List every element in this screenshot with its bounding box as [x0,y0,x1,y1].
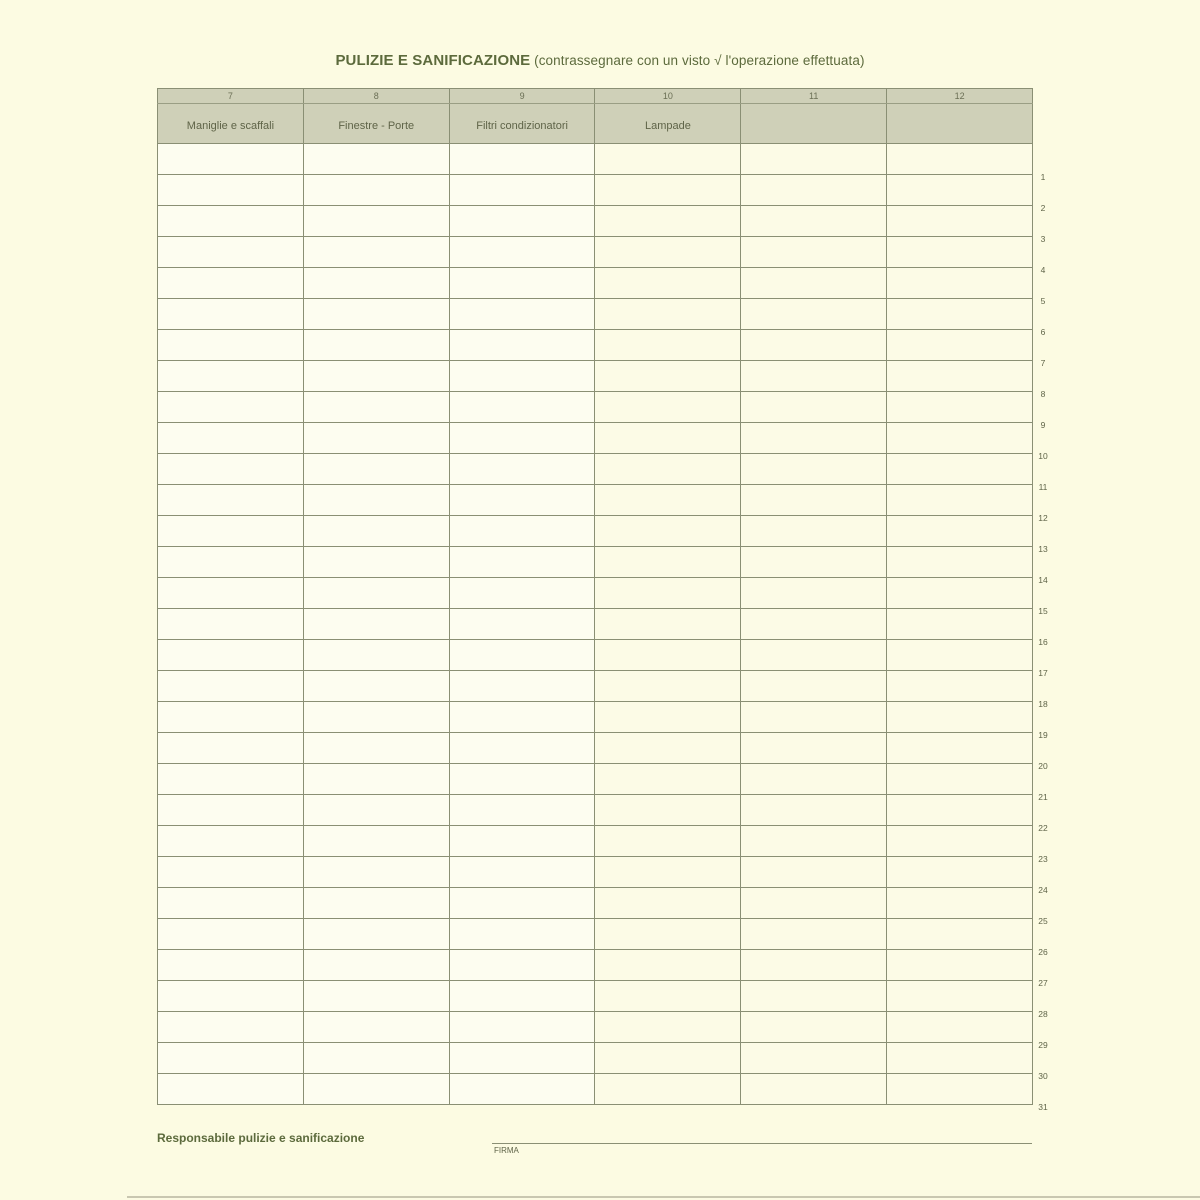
check-cell[interactable] [741,888,887,919]
check-cell[interactable] [158,733,304,764]
check-cell[interactable] [741,547,887,578]
check-cell[interactable] [595,392,741,423]
table-row [158,454,1033,485]
check-cell[interactable] [303,671,449,702]
column-number: 7 [158,89,304,104]
check-cell[interactable] [303,919,449,950]
check-cell[interactable] [158,299,304,330]
check-cell[interactable] [449,1074,595,1105]
check-cell[interactable] [887,206,1033,237]
table-row [158,671,1033,702]
check-cell[interactable] [158,919,304,950]
check-cell[interactable] [887,671,1033,702]
day-number: 22 [1038,823,1048,833]
column-number: 9 [449,89,595,104]
check-cell[interactable] [595,330,741,361]
check-cell[interactable] [158,764,304,795]
day-number: 1 [1040,172,1046,182]
check-cell[interactable] [303,516,449,547]
check-cell[interactable] [887,175,1033,206]
day-number: 18 [1038,699,1048,709]
check-cell[interactable] [887,237,1033,268]
table-row [158,640,1033,671]
day-number: 7 [1040,358,1046,368]
check-cell[interactable] [449,702,595,733]
check-cell[interactable] [741,1074,887,1105]
check-cell[interactable] [158,268,304,299]
check-cell[interactable] [158,640,304,671]
check-cell[interactable] [887,609,1033,640]
check-cell[interactable] [449,423,595,454]
check-cell[interactable] [741,423,887,454]
table-row [158,578,1033,609]
check-cell[interactable] [449,764,595,795]
table-row [158,206,1033,237]
column-header [887,104,1033,144]
check-cell[interactable] [303,330,449,361]
check-cell[interactable] [449,640,595,671]
check-cell[interactable] [303,950,449,981]
check-cell[interactable] [303,702,449,733]
check-cell[interactable] [595,268,741,299]
check-cell[interactable] [449,888,595,919]
table-row [158,1043,1033,1074]
check-cell[interactable] [158,1012,304,1043]
check-cell[interactable] [158,671,304,702]
table-row [158,547,1033,578]
check-cell[interactable] [449,826,595,857]
check-cell[interactable] [595,578,741,609]
check-cell[interactable] [887,764,1033,795]
check-cell[interactable] [303,609,449,640]
day-number: 20 [1038,761,1048,771]
check-cell[interactable] [449,268,595,299]
check-cell[interactable] [158,857,304,888]
check-cell[interactable] [158,1043,304,1074]
check-cell[interactable] [449,144,595,175]
table-row [158,392,1033,423]
day-number: 11 [1038,482,1048,492]
day-number: 31 [1038,1102,1048,1112]
check-cell[interactable] [158,702,304,733]
day-number: 24 [1038,885,1048,895]
check-cell[interactable] [887,702,1033,733]
day-number: 25 [1038,916,1048,926]
check-cell[interactable] [303,578,449,609]
check-cell[interactable] [595,423,741,454]
check-cell[interactable] [449,175,595,206]
day-number: 12 [1038,513,1048,523]
table-row [158,919,1033,950]
day-number: 8 [1040,389,1046,399]
check-cell[interactable] [449,1012,595,1043]
check-cell[interactable] [158,330,304,361]
check-cell[interactable] [158,888,304,919]
column-number-row [158,89,1033,104]
check-cell[interactable] [595,175,741,206]
check-cell[interactable] [741,764,887,795]
check-cell[interactable] [449,1043,595,1074]
check-cell[interactable] [449,237,595,268]
check-cell[interactable] [595,609,741,640]
check-cell[interactable] [741,1012,887,1043]
check-cell[interactable] [449,516,595,547]
table-row [158,1012,1033,1043]
day-number: 4 [1040,265,1046,275]
check-cell[interactable] [595,206,741,237]
check-cell[interactable] [595,671,741,702]
check-cell[interactable] [741,1043,887,1074]
check-cell[interactable] [595,857,741,888]
check-cell[interactable] [449,392,595,423]
check-cell[interactable] [595,1012,741,1043]
check-cell[interactable] [303,826,449,857]
check-cell[interactable] [303,981,449,1012]
check-cell[interactable] [887,919,1033,950]
check-cell[interactable] [158,981,304,1012]
form-title-main: PULIZIE E SANIFICAZIONE [335,52,531,69]
check-cell[interactable] [741,950,887,981]
table-row [158,268,1033,299]
column-number: 11 [741,89,887,104]
table-row [158,795,1033,826]
day-number: 2 [1040,203,1046,213]
check-cell[interactable] [303,268,449,299]
table-row [158,516,1033,547]
check-cell[interactable] [741,578,887,609]
column-number: 8 [303,89,449,104]
table-row [158,950,1033,981]
check-cell[interactable] [449,578,595,609]
check-cell[interactable] [887,299,1033,330]
check-cell[interactable] [741,485,887,516]
page-edge [127,1196,1200,1198]
check-cell[interactable] [303,795,449,826]
check-cell[interactable] [741,640,887,671]
check-cell[interactable] [303,733,449,764]
check-cell[interactable] [741,516,887,547]
check-cell[interactable] [449,454,595,485]
check-cell[interactable] [595,950,741,981]
signature-line[interactable] [492,1143,1032,1144]
table-row [158,702,1033,733]
check-cell[interactable] [595,454,741,485]
check-cell[interactable] [741,299,887,330]
check-cell[interactable] [887,268,1033,299]
day-number: 10 [1038,451,1048,461]
check-cell[interactable] [595,144,741,175]
check-cell[interactable] [303,1043,449,1074]
table-row [158,330,1033,361]
check-cell[interactable] [158,237,304,268]
check-cell[interactable] [303,857,449,888]
signature-label: FIRMA [494,1146,519,1155]
column-number: 12 [887,89,1033,104]
table-row [158,485,1033,516]
check-cell[interactable] [887,795,1033,826]
check-cell[interactable] [158,206,304,237]
check-cell[interactable] [595,547,741,578]
check-cell[interactable] [595,702,741,733]
check-cell[interactable] [595,981,741,1012]
table-row [158,981,1033,1012]
day-number: 21 [1038,792,1048,802]
day-number: 19 [1038,730,1048,740]
column-header: Filtri condizionatori [449,104,595,144]
check-cell[interactable] [158,578,304,609]
day-number: 6 [1040,327,1046,337]
check-cell[interactable] [741,981,887,1012]
check-cell[interactable] [158,826,304,857]
check-cell[interactable] [303,206,449,237]
form-title-sub: (contrassegnare con un visto √ l'operazione effettuata) [534,53,865,68]
check-cell[interactable] [595,299,741,330]
check-cell[interactable] [303,485,449,516]
check-cell[interactable] [741,175,887,206]
check-cell[interactable] [887,392,1033,423]
check-cell[interactable] [303,144,449,175]
day-number: 16 [1038,637,1048,647]
check-cell[interactable] [887,144,1033,175]
check-cell[interactable] [303,299,449,330]
table-row [158,423,1033,454]
check-cell[interactable] [887,1012,1033,1043]
day-number: 30 [1038,1071,1048,1081]
check-cell[interactable] [595,516,741,547]
check-cell[interactable] [887,733,1033,764]
check-cell[interactable] [158,392,304,423]
check-cell[interactable] [449,733,595,764]
check-cell[interactable] [303,547,449,578]
check-cell[interactable] [158,423,304,454]
check-cell[interactable] [741,206,887,237]
check-cell[interactable] [741,144,887,175]
day-number: 26 [1038,947,1048,957]
check-cell[interactable] [887,485,1033,516]
check-cell[interactable] [303,237,449,268]
check-cell[interactable] [595,1074,741,1105]
check-cell[interactable] [158,516,304,547]
check-cell[interactable] [303,764,449,795]
check-cell[interactable] [158,795,304,826]
table-row [158,609,1033,640]
table-row [158,826,1033,857]
day-number: 3 [1040,234,1046,244]
check-cell[interactable] [449,206,595,237]
check-cell[interactable] [158,361,304,392]
check-cell[interactable] [595,1043,741,1074]
check-cell[interactable] [158,454,304,485]
column-header: Maniglie e scaffali [158,104,304,144]
day-number: 15 [1038,606,1048,616]
check-cell[interactable] [158,950,304,981]
check-cell[interactable] [887,547,1033,578]
day-number: 23 [1038,854,1048,864]
check-cell[interactable] [158,144,304,175]
check-cell[interactable] [887,454,1033,485]
check-cell[interactable] [595,237,741,268]
table-row [158,857,1033,888]
check-cell[interactable] [887,516,1033,547]
check-cell[interactable] [449,299,595,330]
table-row [158,733,1033,764]
check-cell[interactable] [449,950,595,981]
check-cell[interactable] [741,392,887,423]
column-number: 10 [595,89,741,104]
check-cell[interactable] [158,1074,304,1105]
check-cell[interactable] [887,950,1033,981]
table-row [158,144,1033,175]
check-cell[interactable] [887,1043,1033,1074]
check-cell[interactable] [595,826,741,857]
check-cell[interactable] [595,919,741,950]
check-cell[interactable] [741,671,887,702]
check-cell[interactable] [741,857,887,888]
check-cell[interactable] [741,330,887,361]
check-cell[interactable] [887,640,1033,671]
check-cell[interactable] [595,733,741,764]
check-cell[interactable] [887,981,1033,1012]
check-cell[interactable] [595,888,741,919]
check-cell[interactable] [449,795,595,826]
check-cell[interactable] [741,795,887,826]
day-number: 27 [1038,978,1048,988]
check-cell[interactable] [741,826,887,857]
check-cell[interactable] [595,361,741,392]
table-row [158,175,1033,206]
day-number: 28 [1038,1009,1048,1019]
table-row [158,237,1033,268]
table-row [158,361,1033,392]
day-number: 17 [1038,668,1048,678]
check-cell[interactable] [887,423,1033,454]
check-cell[interactable] [158,609,304,640]
check-cell[interactable] [449,330,595,361]
check-cell[interactable] [449,609,595,640]
check-cell[interactable] [449,485,595,516]
table-row [158,1074,1033,1105]
table-row [158,764,1033,795]
check-cell[interactable] [741,919,887,950]
check-cell[interactable] [303,640,449,671]
check-cell[interactable] [887,330,1033,361]
check-cell[interactable] [887,826,1033,857]
day-number: 5 [1040,296,1046,306]
check-cell[interactable] [449,919,595,950]
column-header-row [158,104,1033,144]
day-number: 13 [1038,544,1048,554]
column-header [741,104,887,144]
check-cell[interactable] [449,671,595,702]
responsible-label: Responsabile pulizie e sanificazione [157,1131,365,1145]
day-number: 14 [1038,575,1048,585]
check-cell[interactable] [303,454,449,485]
check-cell[interactable] [449,547,595,578]
table-row [158,299,1033,330]
check-cell[interactable] [595,640,741,671]
check-cell[interactable] [887,578,1033,609]
column-header: Lampade [595,104,741,144]
check-cell[interactable] [595,795,741,826]
check-cell[interactable] [741,733,887,764]
form-title [0,52,1200,69]
check-cell[interactable] [741,454,887,485]
check-cell[interactable] [741,609,887,640]
check-cell[interactable] [887,888,1033,919]
check-cell[interactable] [303,361,449,392]
check-cell[interactable] [741,702,887,733]
check-cell[interactable] [303,888,449,919]
check-cell[interactable] [449,361,595,392]
check-cell[interactable] [741,361,887,392]
check-cell[interactable] [449,981,595,1012]
check-cell[interactable] [303,175,449,206]
check-cell[interactable] [303,1074,449,1105]
check-cell[interactable] [887,857,1033,888]
day-number: 9 [1040,420,1046,430]
column-header: Finestre - Porte [303,104,449,144]
check-cell[interactable] [303,392,449,423]
cleaning-log-table [157,88,1033,1105]
check-cell[interactable] [158,485,304,516]
check-cell[interactable] [303,1012,449,1043]
table-row [158,888,1033,919]
check-cell[interactable] [741,237,887,268]
check-cell[interactable] [741,268,887,299]
check-cell[interactable] [158,547,304,578]
day-number: 29 [1038,1040,1048,1050]
check-cell[interactable] [449,857,595,888]
check-cell[interactable] [595,764,741,795]
check-cell[interactable] [158,175,304,206]
check-cell[interactable] [887,1074,1033,1105]
check-cell[interactable] [595,485,741,516]
check-cell[interactable] [303,423,449,454]
check-cell[interactable] [887,361,1033,392]
